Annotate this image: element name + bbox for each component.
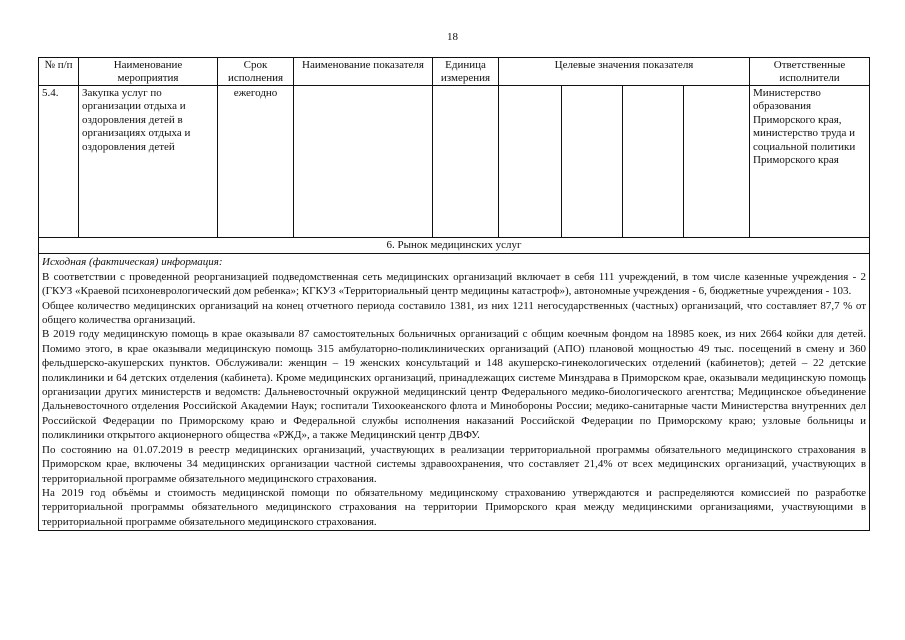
table-row (39, 86, 870, 238)
table-header-row (39, 58, 870, 86)
info-paragraph-5: На 2019 год объёмы и стоимость медицинской помощи по обязательному медицинскому страхованию утверждаются и распределяются комиссией по разработке территориальной программы обязательного медицинского страхования на территории Приморского края между медицинскими организациями, участвующими в территориальной программе обязательного медицинского страхования. (42, 486, 867, 528)
row-target-value-2 (562, 86, 623, 238)
row-unit (433, 86, 499, 238)
info-cell (39, 254, 870, 531)
page-number: 18 (447, 31, 458, 43)
info-paragraph-4: По состоянию на 01.07.2019 в реестр медицинских организаций, участвующих в реализации территориальной программы обязательного медицинского страхования в Приморском крае, включены 34 медицинских организации частной системы здравоохранения, что составляет 21,4% от всех медицинских организаций, участвующих в территориальной программе обязательного медицинского страхования. (42, 443, 867, 485)
row-indicator (294, 86, 433, 238)
measures-table (38, 57, 870, 531)
info-paragraph-1: В соответствии с проведенной реорганизацией подведомственная сеть медицинских организаций включает в себя 111 учреждений, в том числе казенные учреждения - 2 (ГКУЗ «Краевой психоневрологический дом ребенка»; КГКУЗ «Территориальный центр медицины катастроф»), автономные учреждения - 6, бюджетные учреждения - 103. (42, 270, 867, 298)
row-num: 5.4. (39, 86, 79, 238)
header-responsible: Ответственные исполнители (750, 58, 870, 86)
row-responsible: Министерство образования Приморского края, министерство труда и социальной политики Приморского края (750, 86, 870, 238)
info-row (39, 254, 870, 531)
row-target-value-3 (623, 86, 684, 238)
info-heading: Исходная (фактическая) информация: (42, 256, 223, 269)
section-title-row (39, 238, 870, 254)
info-paragraph-2: Общее количество медицинских организаций на конец отчетного периода составило 1381, из них 1211 негосударственных (частных) организаций, что составляет 87,7 % от общего количества организаций. (42, 299, 867, 327)
section-title: 6. Рынок медицинских услуг (39, 238, 870, 254)
info-paragraph-3: В 2019 году медицинскую помощь в крае оказывали 87 самостоятельных больничных организаций с общим коечным фондом на 18985 коек, из них 2664 койки для детей. Помимо этого, в крае оказывали медицинскую помощь 315 амбулаторно-поликлинических организаций (АПО) плановой мощностью 49 тыс. посещений в смену и 360 фельдшерско-акушерских пунктов. Обслуживали: женщин – 19 женских консультаций и 148 акушерско-гинекологических отделений (кабинетов); детей – 22 детские поликлиники и 64 детских отделения (кабинета). Кроме медицинских организаций, принадлежащих системе Минздрава в Приморском крае, оказывали медицинскую помощь организации других министерств и ведомств: Дальневосточный окружной медицинский центр Федерального медико-биологического агентства; Медицинское объединение Дальневосточного отделения Российской Академии Наук; госпитали Тихоокеанского флота и Минобороны России; медико-санитарные части Министерства внутренних дел Российской Федерации по Приморскому краю и Федеральной службы исполнения наказаний Российской Федерации по Приморскому краю; узловые больницы и поликлиники открытого акционерного общества «РЖД», а также Медицинский центр ДВФУ. (42, 328, 867, 442)
row-activity: Закупка услуг по организации отдыха и оздоровления детей в организациях отдыха и оздоровления детей (79, 86, 218, 238)
row-target-value-4 (684, 86, 750, 238)
header-indicator: Наименование показателя (294, 58, 433, 86)
header-num: № п/п (39, 58, 79, 86)
header-target-values: Целевые значения показателя (499, 58, 750, 86)
row-target-value-1 (499, 86, 562, 238)
header-activity: Наименование мероприятия (79, 58, 218, 86)
row-deadline: ежегодно (218, 86, 294, 238)
header-deadline: Срок исполнения (218, 58, 294, 86)
header-unit: Единица измерения (433, 58, 499, 86)
